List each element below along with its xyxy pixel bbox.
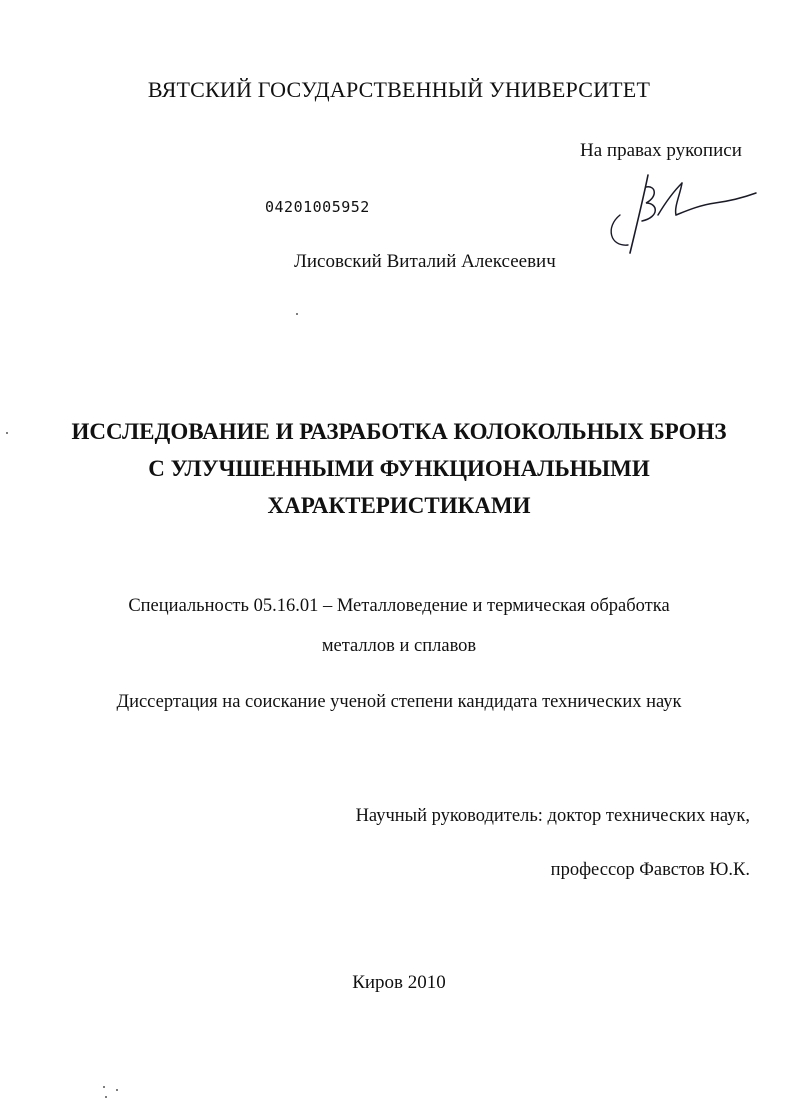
- author-name: Лисовский Виталий Алексеевич: [294, 251, 556, 272]
- title-line-2: С УЛУЧШЕННЫМИ ФУНКЦИОНАЛЬНЫМИ: [148, 456, 650, 481]
- supervisor-line-1: Научный руководитель: доктор технических наук,: [355, 806, 750, 826]
- dissertation-title: [0, 413, 798, 524]
- city-year: Киров 2010: [352, 972, 446, 993]
- title-line-3: ХАРАКТЕРИСТИКАМИ: [267, 493, 531, 518]
- manuscript-note: На правах рукописи: [580, 140, 742, 161]
- specialty-line-1: Специальность 05.16.01 – Металловедение и термическая обработка: [128, 596, 670, 616]
- catalog-number: 04201005952: [265, 198, 370, 216]
- scan-speck: [6, 432, 8, 434]
- title-line-1: ИССЛЕДОВАНИЕ И РАЗРАБОТКА КОЛОКОЛЬНЫХ БРОНЗ: [71, 419, 727, 444]
- scan-speck: [296, 313, 298, 315]
- scan-speck: [103, 1086, 105, 1088]
- signature-mark: [600, 165, 760, 260]
- university-name: ВЯТСКИЙ ГОСУДАРСТВЕННЫЙ УНИВЕРСИТЕТ: [147, 77, 651, 102]
- dissertation-type: Диссертация на соискание ученой степени кандидата технических наук: [116, 692, 682, 712]
- supervisor-line-2: профессор Фавстов Ю.К.: [550, 860, 750, 880]
- scan-speck: [116, 1089, 118, 1091]
- specialty-line-2: металлов и сплавов: [321, 636, 477, 656]
- scan-speck: [105, 1096, 107, 1098]
